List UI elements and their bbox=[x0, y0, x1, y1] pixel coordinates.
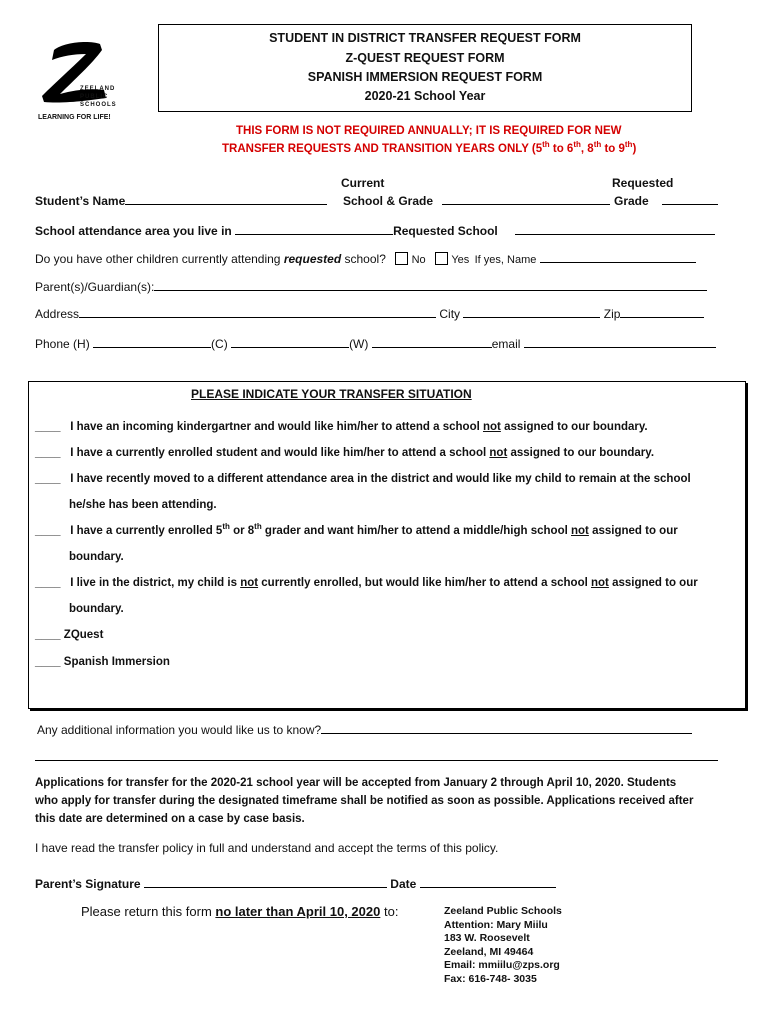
email-field[interactable] bbox=[524, 347, 716, 348]
return-address-line-1: Zeeland Public Schools bbox=[444, 905, 562, 917]
student-name-label: Student’s Name bbox=[35, 194, 126, 208]
return-deadline: no later than April 10, 2020 bbox=[215, 904, 381, 919]
return-address-line-4: Zeeland, MI 49464 bbox=[444, 945, 534, 958]
policy-agreement: I have read the transfer policy in full and understand and accept the terms of this policy. bbox=[35, 841, 499, 855]
city-label: City bbox=[439, 307, 461, 321]
current-school-grade-field[interactable] bbox=[442, 204, 610, 205]
option-blank[interactable]: ____ bbox=[35, 525, 61, 537]
yes-checkbox[interactable] bbox=[435, 252, 448, 265]
situation-option-moved-cont: he/she has been attending. bbox=[69, 499, 217, 511]
student-name-row bbox=[35, 194, 327, 208]
additional-info-field[interactable] bbox=[321, 733, 692, 734]
logo-word-public: PUBLIC bbox=[80, 94, 109, 100]
return-email: Email: mmiilu@zps.org bbox=[444, 959, 560, 971]
return-address-block bbox=[444, 905, 562, 986]
requested-grade-label: Grade bbox=[614, 194, 649, 208]
situation-option-kindergartner: ____ I have an incoming kindergartner and would like him/her to attend a school not assigned to our boundary. bbox=[35, 421, 648, 433]
phone-home-label: Phone (H) bbox=[35, 337, 90, 351]
additional-info-label: Any additional information you would like us to know? bbox=[37, 723, 322, 737]
phone-row bbox=[35, 337, 716, 351]
option-blank[interactable]: ____ bbox=[35, 577, 61, 589]
title-line-2: Z-QUEST REQUEST FORM bbox=[345, 51, 505, 65]
student-name-field[interactable] bbox=[125, 204, 327, 205]
parent-signature-field[interactable] bbox=[144, 887, 387, 888]
situation-option-zquest: ____ ZQuest bbox=[35, 629, 104, 641]
signature-row bbox=[35, 877, 556, 891]
other-children-end: school? bbox=[341, 252, 386, 266]
other-children-name-field[interactable] bbox=[540, 262, 696, 263]
situation-option-not-enrolled-cont: boundary. bbox=[69, 603, 124, 615]
phone-work-label: (W) bbox=[349, 337, 369, 351]
situation-option-5th-8th-grader: ____ I have a currently enrolled 5th or 8th grader and want him/her to attend a middle/high school not assigned to our bbox=[35, 522, 678, 537]
requested-school-field[interactable] bbox=[515, 234, 715, 235]
date-field[interactable] bbox=[420, 887, 556, 888]
phone-cell-field[interactable] bbox=[231, 347, 349, 348]
current-school-grade-label: School & Grade bbox=[343, 194, 434, 208]
option-blank[interactable]: ____ bbox=[35, 473, 61, 485]
title-line-4: 2020-21 School Year bbox=[364, 89, 486, 103]
phone-work-field[interactable] bbox=[372, 347, 492, 348]
date-label: Date bbox=[390, 877, 417, 891]
situation-title: PLEASE INDICATE YOUR TRANSFER SITUATION bbox=[191, 387, 472, 401]
option-blank[interactable]: ____ bbox=[35, 656, 61, 668]
if-yes-name-label: If yes, Name bbox=[474, 254, 537, 266]
other-children-label: Do you have other children currently attending bbox=[35, 252, 284, 266]
return-address-line-2: Attention: Mary Miilu bbox=[444, 918, 548, 931]
address-label: Address bbox=[35, 307, 80, 321]
situation-option-spanish-immersion: ____ Spanish Immersion bbox=[35, 656, 170, 668]
policy-line-2: who apply for transfer during the designated timeframe shall be notified as soon as possible. Applications received after bbox=[35, 795, 694, 807]
city-field[interactable] bbox=[463, 317, 600, 318]
additional-info-row bbox=[37, 723, 692, 737]
requested-grade-row bbox=[614, 194, 718, 208]
no-checkbox[interactable] bbox=[395, 252, 408, 265]
phone-cell-label: (C) bbox=[211, 337, 228, 351]
zip-field[interactable] bbox=[620, 317, 704, 318]
additional-info-line-2[interactable] bbox=[35, 760, 718, 761]
situation-option-not-enrolled: ____ I live in the district, my child is not currently enrolled, but would like him/her to attend a school not assigned to our bbox=[35, 577, 698, 589]
attendance-area-row bbox=[35, 224, 715, 238]
situation-option-enrolled-student: ____ I have a currently enrolled student and would like him/her to attend a school not assigned to our boundary. bbox=[35, 447, 655, 459]
parents-row bbox=[35, 280, 707, 294]
current-label: Current bbox=[341, 176, 385, 190]
parents-field[interactable] bbox=[154, 290, 707, 291]
requested-school-label: Requested School bbox=[393, 224, 498, 238]
logo-word-zeeland: ZEELAND bbox=[80, 86, 116, 92]
parents-label: Parent(s)/Guardian(s): bbox=[35, 280, 155, 294]
phone-home-field[interactable] bbox=[93, 347, 211, 348]
option-blank[interactable]: ____ bbox=[35, 447, 61, 459]
address-row bbox=[35, 307, 704, 321]
email-label: email bbox=[491, 337, 521, 351]
situation-option-5th-8th-cont: boundary. bbox=[69, 551, 124, 563]
policy-line-3: this date are determined on a case by case basis. bbox=[35, 813, 305, 825]
form-title-box bbox=[158, 24, 692, 112]
logo-word-schools: SCHOOLS bbox=[80, 102, 117, 108]
other-children-emphasis: requested bbox=[283, 252, 342, 266]
policy-line-1: Applications for transfer for the 2020-21 school year will be accepted from January 2 through April 10, 2020. Students bbox=[35, 777, 677, 789]
option-blank[interactable]: ____ bbox=[35, 629, 61, 641]
address-field[interactable] bbox=[79, 317, 436, 318]
other-children-row bbox=[35, 252, 696, 266]
parent-signature-label: Parent’s Signature bbox=[35, 877, 141, 891]
notice-line-2: TRANSFER REQUESTS AND TRANSITION YEARS ONLY (5th to 6th, 8th to 9th) bbox=[222, 140, 637, 155]
requested-grade-field[interactable] bbox=[662, 204, 718, 205]
current-school-grade-row bbox=[343, 194, 610, 208]
zeeland-logo bbox=[30, 38, 130, 128]
yes-label: Yes bbox=[451, 254, 470, 266]
zip-label: Zip bbox=[603, 307, 621, 321]
no-label: No bbox=[411, 254, 426, 266]
notice-line-1: THIS FORM IS NOT REQUIRED ANNUALLY; IT IS REQUIRED FOR NEW bbox=[236, 125, 622, 137]
return-address-line-3: 183 W. Roosevelt bbox=[444, 932, 530, 944]
return-instructions: Please return this form no later than April 10, 2020 to: bbox=[81, 904, 399, 919]
option-blank[interactable]: ____ bbox=[35, 421, 61, 433]
return-fax: Fax: 616-748- 3035 bbox=[444, 972, 537, 985]
logo-tagline: LEARNING FOR LIFE! bbox=[38, 114, 111, 121]
requested-label: Requested bbox=[612, 176, 674, 190]
title-line-3: SPANISH IMMERSION REQUEST FORM bbox=[307, 70, 543, 84]
attendance-area-field[interactable] bbox=[235, 234, 393, 235]
title-line-1: STUDENT IN DISTRICT TRANSFER REQUEST FORM bbox=[269, 31, 581, 45]
situation-option-moved: ____ I have recently moved to a different attendance area in the district and would like my child to remain at the school bbox=[35, 473, 691, 485]
attendance-area-label: School attendance area you live in bbox=[35, 224, 232, 238]
